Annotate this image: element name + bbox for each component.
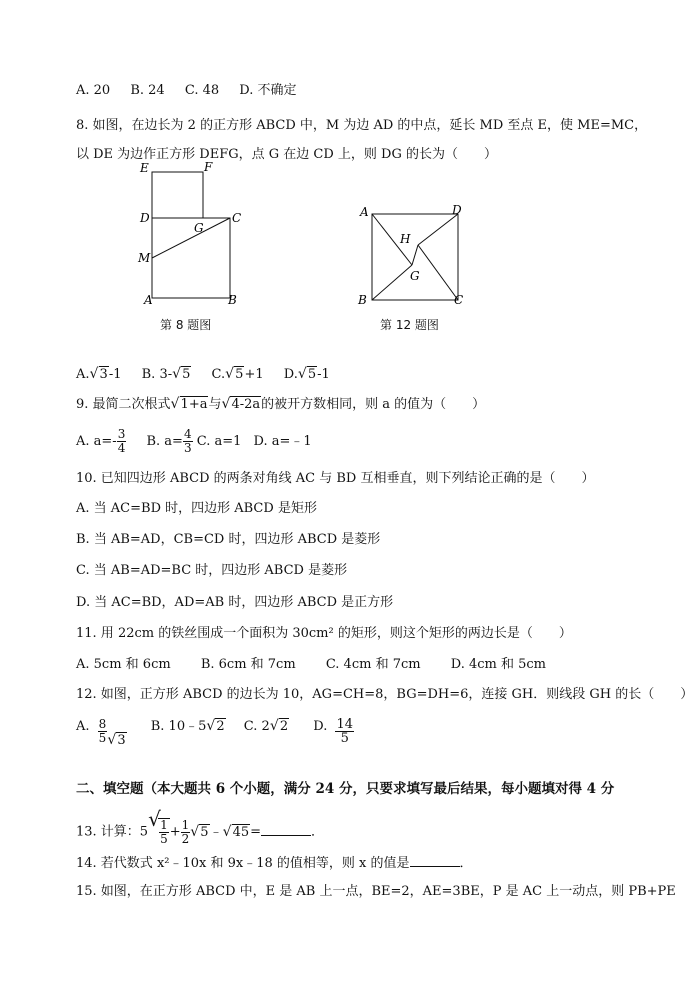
fraction (98, 718, 108, 745)
q8-option-b (142, 366, 192, 384)
q13-period: ． (311, 824, 325, 840)
sqrt-sign: √ 5 (190, 823, 209, 840)
q8-options (76, 366, 346, 384)
radicand: 2 (279, 719, 289, 734)
q13-equals: = (250, 824, 262, 840)
q8-a-post: -1 (108, 367, 122, 382)
label-g: G (194, 221, 204, 235)
radicand: 4-2a (231, 397, 261, 412)
q8-c-label: C. (211, 367, 226, 382)
q8-d-label: D. (283, 367, 298, 382)
label-a: A (144, 293, 153, 307)
q12-c-label: C. 2 (243, 719, 270, 734)
q10-option-d: D. 当 AC=BD，AD=AB 时，四边形 ABCD 是正方形 (76, 595, 394, 610)
q8-option-a (76, 366, 121, 384)
denominator: 2 (181, 831, 190, 846)
sqrt-sign: √ 5 (225, 366, 244, 382)
radicand: 5 (200, 824, 209, 840)
section-2-heading: 二、填空题（本大题共 6 个小题，满分 24 分，只要求填写最后结果，每小题填对得 4 分 (76, 781, 615, 797)
radicand: 2 (216, 719, 225, 734)
q8-option-c (212, 366, 264, 384)
label-b: B (228, 293, 237, 307)
q12-text: 12. 如图，正方形 ABCD 的边长为 10，AG=CH=8，BG=DH=6，连接 GH．则线段 GH 的长（ ） (76, 687, 694, 702)
figure-12 (352, 200, 472, 308)
q8-option-d (284, 366, 330, 384)
sqrt-sign: √ 4-2a (221, 396, 261, 412)
segment-bg (372, 265, 412, 300)
q9-mid: 与 (208, 397, 222, 412)
q9-option-c: C. a=1 (196, 434, 242, 449)
q8-text-line1: 8. 如图，在边长为 2 的正方形 ABCD 中，M 为边 AD 的中点，延长 MD 至点 E，使 ME=MC， (76, 118, 648, 133)
radicand: 5 (182, 367, 191, 382)
sqrt-sign: √ 5 (172, 366, 191, 382)
q10-option-a: A. 当 AC=BD 时，四边形 ABCD 是矩形 (76, 501, 317, 516)
denominator: 3 (183, 441, 192, 455)
q15-text: 15. 如图，在正方形 ABCD 中，E 是 AB 上一点，BE=2，AE=3BE，P 是 AC 上一动点，则 PB+PE (76, 884, 676, 899)
q14-body: 14. 若代数式 x²﹣10x 和 9x﹣18 的值相等，则 x 的值是 (76, 856, 410, 871)
square-abcd-12 (372, 214, 458, 300)
q12-d-label: D. (313, 719, 328, 734)
segment-dh (418, 214, 458, 245)
q13-answer-blank[interactable] (261, 823, 311, 836)
numerator: 3 (117, 427, 126, 441)
fraction (117, 428, 127, 455)
label-m: M (138, 251, 151, 265)
square-abcd (152, 218, 230, 298)
q12-b-label: B. 10﹣5 (150, 719, 207, 734)
figure-8 (136, 160, 256, 310)
fraction (183, 428, 193, 455)
label-b-12: B (358, 293, 367, 307)
sqrt-sign: √ 5 (297, 366, 317, 382)
numerator: 4 (183, 427, 192, 441)
q14-answer-blank[interactable] (410, 854, 460, 867)
q8-b-label: B. 3- (141, 367, 173, 382)
radicand: 5 (235, 367, 244, 382)
q7-option-d: D. 不确定 (239, 83, 297, 98)
label-g-12: G (410, 269, 420, 283)
q13-minus: ﹣ (209, 824, 223, 840)
q8-d-post: -1 (317, 367, 330, 382)
q13-text (76, 807, 325, 846)
q7-option-c: C. 48 (184, 83, 220, 98)
segment-mc (152, 218, 230, 258)
q9-text (76, 396, 485, 414)
q8-c-post: +1 (244, 367, 264, 382)
figure-8-caption: 第 8 题图 (160, 318, 212, 332)
q11-option-b: B. 6cm 和 7cm (200, 657, 296, 672)
square-defg (152, 172, 203, 218)
label-c: C (232, 211, 242, 225)
numerator: 1 (160, 818, 168, 832)
q7-option-b: B. 24 (130, 83, 165, 98)
radicand: 3 (117, 733, 126, 748)
figure-12-caption: 第 12 题图 (380, 318, 439, 332)
q11-text: 11. 用 22cm 的铁丝围成一个面积为 30cm² 的矩形，则这个矩形的两边长是（ ） (76, 626, 572, 641)
q9-post: 的被开方数相同，则 a 的值为（ ） (261, 397, 486, 412)
label-h-12: H (400, 232, 411, 246)
q8-a-label: A. (76, 367, 90, 382)
q11-options (76, 656, 562, 674)
q9-b-label: B. a= (146, 434, 183, 449)
segment-ch (418, 245, 458, 300)
denominator: 5 (340, 731, 349, 746)
denominator: 5 (98, 731, 107, 745)
q11-option-c: C. 4cm 和 7cm (325, 657, 421, 672)
label-f: F (204, 160, 213, 174)
radicand: 1+a (180, 397, 208, 412)
fraction (335, 718, 354, 745)
q9-option-d: D. a=﹣1 (253, 434, 312, 449)
q12-options (76, 718, 354, 750)
radicand: 5 (307, 367, 317, 382)
q7-options (76, 82, 313, 100)
q9-pre: 9. 最简二次根式 (76, 397, 171, 412)
label-c-12: C (454, 293, 464, 307)
numerator: 14 (336, 717, 354, 732)
label-d-12: D (452, 203, 462, 217)
numerator: 8 (98, 717, 107, 731)
fraction (181, 819, 191, 846)
q12-a-label: A. (76, 719, 90, 734)
q9-a-label: A. a=- (76, 434, 117, 449)
q11-option-a: A. 5cm 和 6cm (76, 657, 171, 672)
sqrt-sign: √ 3 (89, 366, 108, 382)
q13-pre: 13. 计算：5 (76, 824, 149, 840)
label-e: E (140, 161, 149, 175)
q11-option-d: D. 4cm 和 5cm (450, 657, 546, 672)
sqrt-sign: √ 2 (269, 718, 289, 734)
label-d: D (140, 211, 150, 225)
q13-plus: + (169, 824, 181, 840)
q10-text: 10. 已知四边形 ABCD 的两条对角线 AC 与 BD 互相垂直，则下列结论正确的是（ ） (76, 471, 595, 486)
sqrt-sign: √ 45 (222, 823, 250, 840)
q14-text (76, 854, 473, 873)
radicand: 45 (232, 824, 250, 840)
q9-options (76, 428, 312, 455)
numerator: 1 (181, 817, 190, 832)
sqrt-sign: √ 3 (107, 732, 126, 748)
q10-option-c: C. 当 AB=AD=BC 时，四边形 ABCD 是菱形 (76, 563, 348, 578)
q10-option-b: B. 当 AB=AD，CB=CD 时，四边形 ABCD 是菱形 (76, 532, 381, 547)
q14-period: ． (459, 856, 473, 871)
radicand: 3 (99, 367, 108, 382)
q7-option-a: A. 20 (76, 83, 111, 98)
sqrt-sign: √ $\frac{1}{5}$ (148, 807, 168, 846)
sqrt-sign: √ 1+a (170, 396, 208, 412)
segment-gh (412, 245, 418, 265)
q8-text-line2: 以 DE 为边作正方形 DEFG，点 G 在边 CD 上，则 DG 的长为（ ） (76, 147, 497, 162)
label-a-12: A (360, 205, 369, 219)
sqrt-sign: √ 2 (206, 718, 225, 734)
denominator: 5 (160, 832, 168, 846)
denominator: 4 (117, 441, 126, 455)
